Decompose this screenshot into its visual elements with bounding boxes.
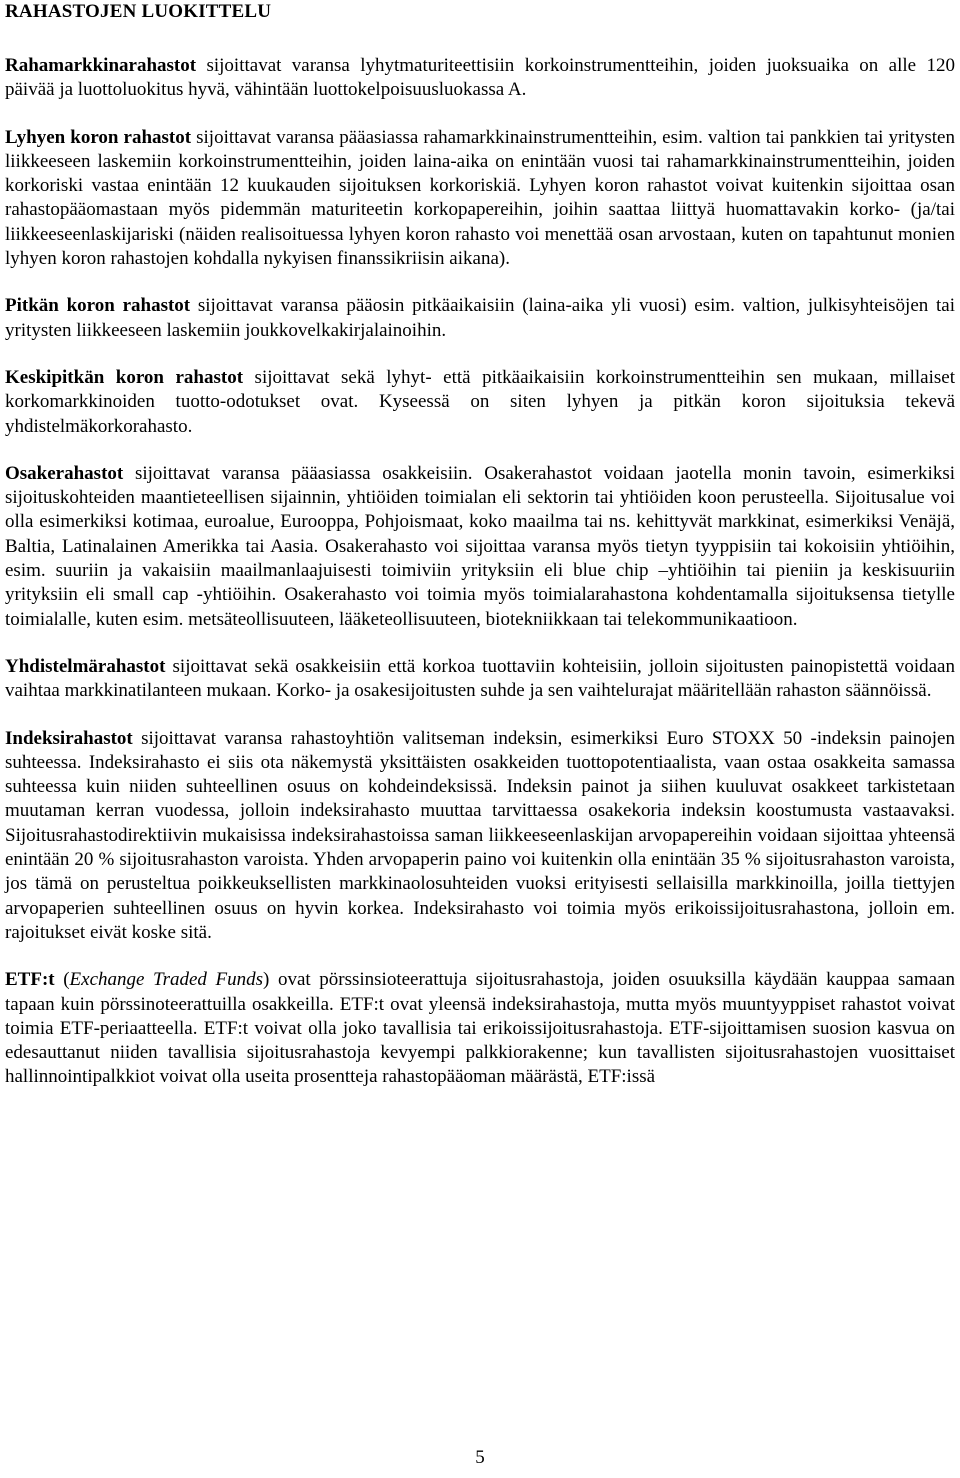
term-balanced-funds: Yhdistelmärahastot xyxy=(5,655,166,677)
text-money-market-funds: sijoittavat varansa lyhytmaturiteettisiin korkoinstrumentteihin, joiden juoksuaika on alle 120 päivää ja luottoluokitus hyvä, vähintään luottokelpoisuusluokassa A. xyxy=(5,55,955,101)
text-index-funds: sijoittavat varansa rahastoyhtiön valitseman indeksin, esimerkiksi Euro STOXX 50 -indeksin painojen suhteessa. Indeksirahasto ei siis ota näkemystä yksittäisten osakkeiden tuottopotentiaalista, vaan ostaa osakkeita samassa suhteessa kuin niiden suhteellinen osuus on kohdeindeksissä. Indeksin painot ja siihen kuuluvat osakkeet tarkistetaan muutaman kerran vuodessa, jolloin indeksirahasto muuttaa tarvittaessa osakekoria indeksin koostumusta vastaavaksi. Sijoitusrahastodirektiivin mukaisissa indeksirahastoissa saman liikkeeseenlaskijan arvopapereihin voidaan sijoittaa yhteensä enintään 20 % sijoitusrahaston varoista. Yhden arvopaperin paino voi kuitenkin olla enintään 35 % sijoitusrahaston varoista, jos tämä on perusteltua poikkeuksellisten markkinaolosuhteiden vuoksi erityisesti sellaisilla markkinoilla, joilla tiettyjen arvopaperien suhteellinen osuus on hyvin korkea. Indeksirahasto voi toimia myös erikoissijoitusrahastona, jolloin em. rajoitukset eivät koske sitä. xyxy=(5,727,955,943)
page-number: 5 xyxy=(475,1447,485,1468)
paragraph-index-funds xyxy=(5,727,955,946)
term-long-term-funds: Pitkän koron rahastot xyxy=(5,295,191,317)
term-equity-funds: Osakerahastot xyxy=(5,462,124,484)
paragraph-money-market-funds xyxy=(5,54,955,103)
term-money-market-funds: Rahamarkkinarahastot xyxy=(5,55,197,76)
term-index-funds: Indeksirahastot xyxy=(5,727,133,749)
term-etf: ETF:t xyxy=(5,969,55,991)
paragraph-balanced-funds xyxy=(5,655,955,704)
text-etf-italic: Exchange Traded Funds xyxy=(69,969,264,991)
text-long-term-funds: sijoittavat varansa pääosin pitkäaikaisiin (laina-aika yli vuosi) esim. valtion, julkisyhteisöjen tai yritysten liikkeeseen laskemiin joukkovelkakirjalainoihin. xyxy=(5,295,955,341)
text-short-term-funds: sijoittavat varansa pääasiassa rahamarkkinainstrumentteihin, esim. valtion tai pankkien tai yritysten liikkeeseen laskemiin korkoinstrumentteihin, joiden laina-aika on enintään vuosi tai rahamarkkinainstrumentteihin, joiden korkoriski vastaa enintään 12 kuukauden sijoituksen korkoriskiä. Lyhyen koron rahastot voivat kuitenkin sijoittaa osan rahastopääomastaan myös pidemmän maturiteetin korkopapereihin, joihin saattaa liittyä huomattavakin korko- (ja/tai liikkeeseenlaskijariski (näiden realisoituessa lyhyen koron rahasto voi menettää osan arvostaan, kuten on tapahtunut monien lyhyen koron rahastojen kohdalla nykyisen finanssikriisin aikana). xyxy=(5,126,955,270)
paragraph-equity-funds xyxy=(5,462,955,632)
text-medium-term-funds: sijoittavat sekä lyhyt- että pitkäaikaisiin korkoinstrumentteihin sen mukaan, millaiset korkomarkkinoiden tuotto-odotukset ovat. Kyseessä on siten lyhyen ja pitkän koron sijoituksia tekevä yhdistelmäkorkorahasto. xyxy=(5,366,956,437)
term-short-term-funds: Lyhyen koron rahastot xyxy=(5,126,192,148)
text-equity-funds: sijoittavat varansa pääasiassa osakkeisiin. Osakerahastot voidaan jaotella monin tavoin, esimerkiksi sijoituskohteiden maantieteellisen sijainnin, yhtiöiden toimialan eli sektorin tai yhtiöiden koon perusteella. Sijoitusalue voi olla esimerkiksi kotimaa, euroalue, Eurooppa, Pohjoismaat, koko maailma tai ns. kehittyvät markkinat, esimerkiksi Venäjä, Baltia, Latinalainen Amerikka tai Aasia. Osakerahasto voi sijoittaa varansa myös tietyn tyyppisiin tai kokoisiin yhtiöihin, esim. suuriin ja vakaisiin maailmanlaajuisesti toimiviin yrityksiin eli blue chip –yhtiöihin tai pieniin ja keskisuuriin yrityksiin eli small cap -yhtiöihin. Osakerahasto voi toimia myös toimialarahastona kohdentamalla sijoituksensa tietylle toimialalle, kuten esim. metsäteollisuuteen, lääketeollisuuteen, biotekniikkaan tai telekommunikaatioon. xyxy=(5,462,955,630)
paragraph-short-term-funds xyxy=(5,126,955,272)
text-balanced-funds: sijoittavat sekä osakkeisiin että korkoa tuottaviin kohteisiin, jolloin sijoitusten painopistettä voidaan vaihtaa markkinatilanteen mukaan. Korko- ja osakesijoitusten suhde ja sen vaihtelurajat määritellään rahaston säännöissä. xyxy=(5,655,955,702)
paragraph-long-term-funds xyxy=(5,294,955,343)
document-page xyxy=(5,0,955,1090)
page-heading: RAHASTOJEN LUOKITTELU xyxy=(5,1,272,22)
paragraph-medium-term-funds xyxy=(5,366,955,439)
term-medium-term-funds: Keskipitkän koron rahastot xyxy=(5,366,244,388)
paragraph-etf xyxy=(5,968,955,1089)
text-etf-open: ( xyxy=(54,969,70,991)
text-etf: ) ovat pörssinsioteerattuja sijoitusrahastoja, joiden osuuksilla käydään kauppaa samaan tapaan kuin pörssinoteerattuilla osakkeilla. ETF:t ovat yleensä indeksirahastoja, mutta myös muuntyyppiset rahastot voivat toimia ETF-periaatteella. ETF:t voivat olla joko tavallisia tai erikoissijoitusrahastoja. ETF-sijoittamisen suosion kasvua on edesauttanut niiden tavallisia sijoitusrahastoja kevyempi palkkiorakenne; kun tavallisten sijoitusrahastojen vuosittaiset hallinnointipalkkiot voivat olla useita prosentteja rahastopääoman määrästä, ETF:issä xyxy=(5,969,955,1088)
